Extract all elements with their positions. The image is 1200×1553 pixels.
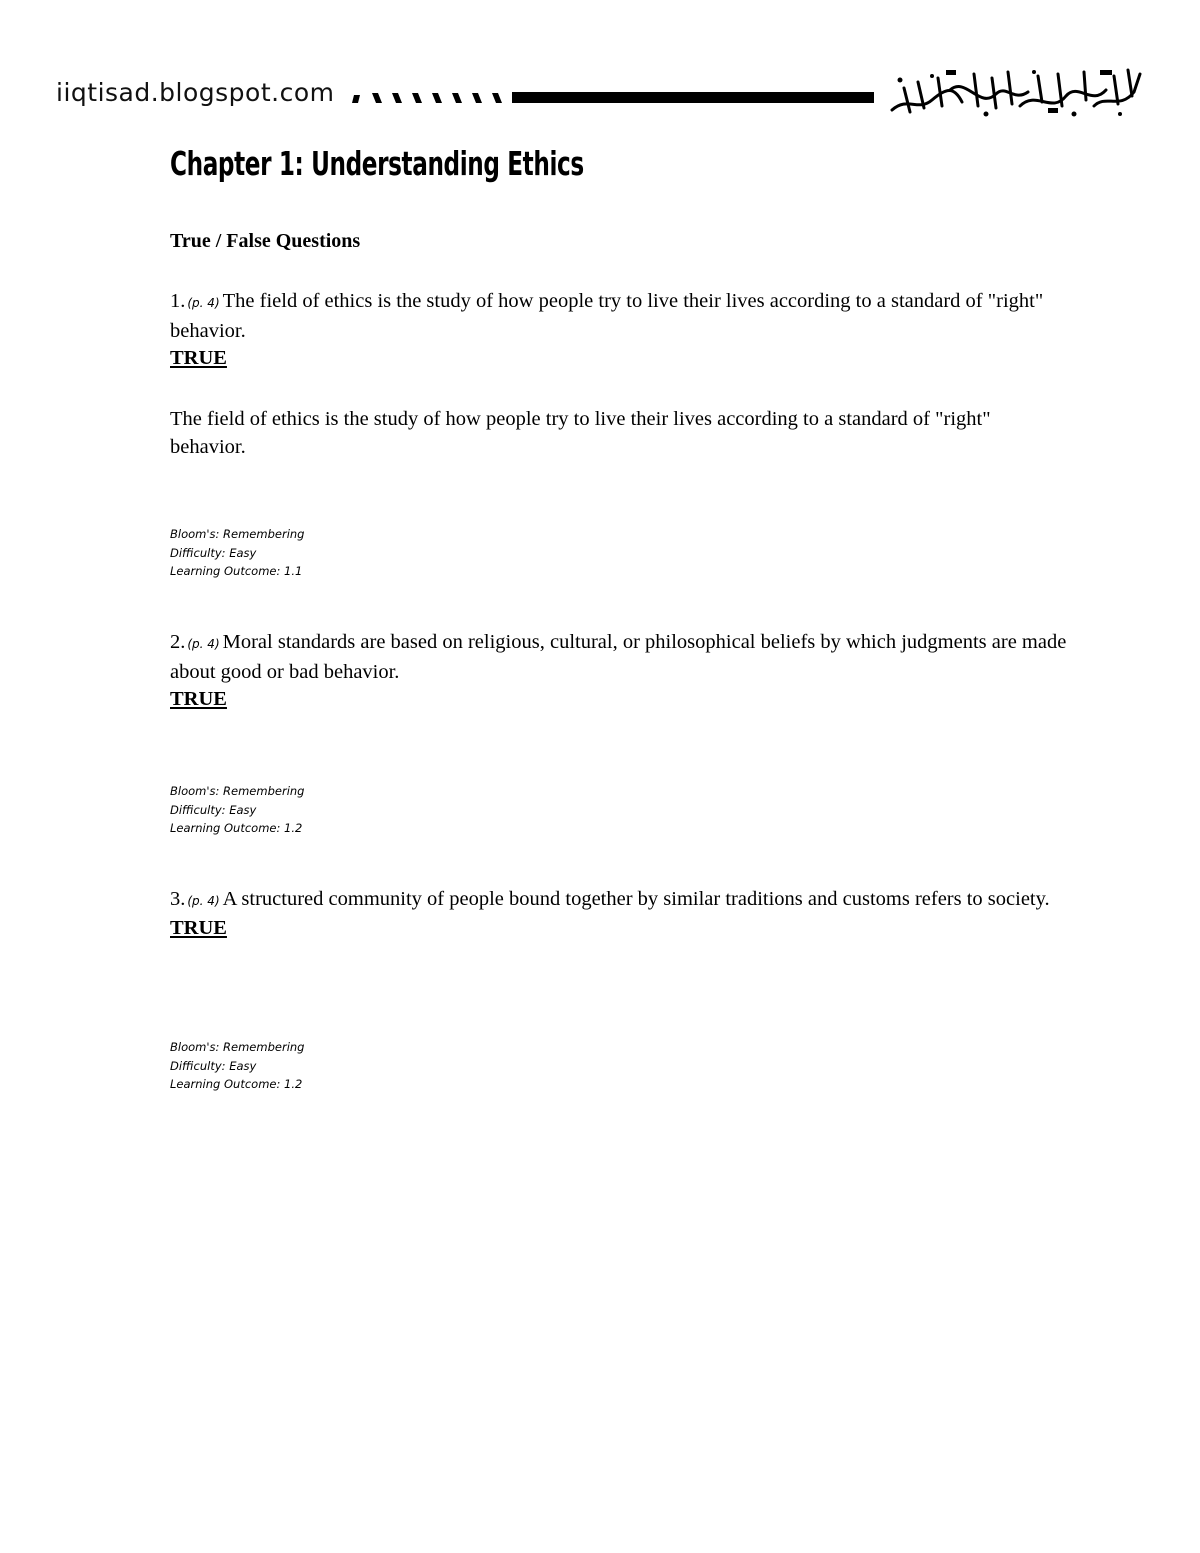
learning-outcome: Learning Outcome: 1.2	[170, 1077, 303, 1091]
question-3	[170, 885, 1070, 941]
header-dash-decoration	[352, 93, 512, 105]
question-2-meta	[170, 782, 304, 838]
page-reference: (p. 4)	[187, 637, 220, 651]
question-body: The field of ethics is the study of how people try to live their lives according to a standard of "right" behavior.	[170, 290, 1044, 342]
blooms-level: Bloom's: Remembering	[170, 527, 305, 541]
question-number: 3.	[170, 888, 186, 910]
learning-outcome: Learning Outcome: 1.2	[170, 821, 303, 835]
answer: TRUE	[170, 347, 227, 369]
site-url: iiqtisad.blogspot.com	[56, 78, 335, 107]
blooms-level: Bloom's: Remembering	[170, 784, 305, 798]
section-title: True / False Questions	[170, 230, 361, 252]
question-text	[170, 628, 1070, 686]
difficulty: Difficulty: Easy	[170, 802, 257, 817]
explanation: The field of ethics is the study of how people try to live their lives according to a standard of "right" behavior.	[170, 408, 991, 458]
blooms-level: Bloom's: Remembering	[170, 1040, 305, 1054]
question-1-meta	[170, 525, 304, 581]
question-number: 2.	[170, 631, 186, 653]
difficulty: Difficulty: Easy	[170, 545, 257, 560]
question-3-meta	[170, 1038, 304, 1094]
learning-outcome: Learning Outcome: 1.1	[170, 564, 303, 578]
question-1	[170, 287, 1070, 461]
question-body: A structured community of people bound together by similar traditions and customs refers to society.	[222, 888, 1050, 910]
difficulty: Difficulty: Easy	[170, 1058, 257, 1073]
page-reference: (p. 4)	[187, 894, 220, 908]
page-reference: (p. 4)	[187, 296, 220, 310]
header-rule	[512, 92, 874, 103]
question-2	[170, 628, 1070, 712]
arabic-calligraphy-logo-icon	[888, 66, 1144, 118]
answer: TRUE	[170, 688, 227, 710]
question-number: 1.	[170, 290, 186, 312]
answer: TRUE	[170, 917, 227, 939]
question-body: Moral standards are based on religious, cultural, or philosophical beliefs by which judgments are made about good or bad behavior.	[170, 631, 1067, 683]
chapter-title: Chapter 1: Understanding Ethics	[170, 144, 584, 183]
question-text	[170, 287, 1070, 345]
question-text	[170, 885, 1070, 915]
